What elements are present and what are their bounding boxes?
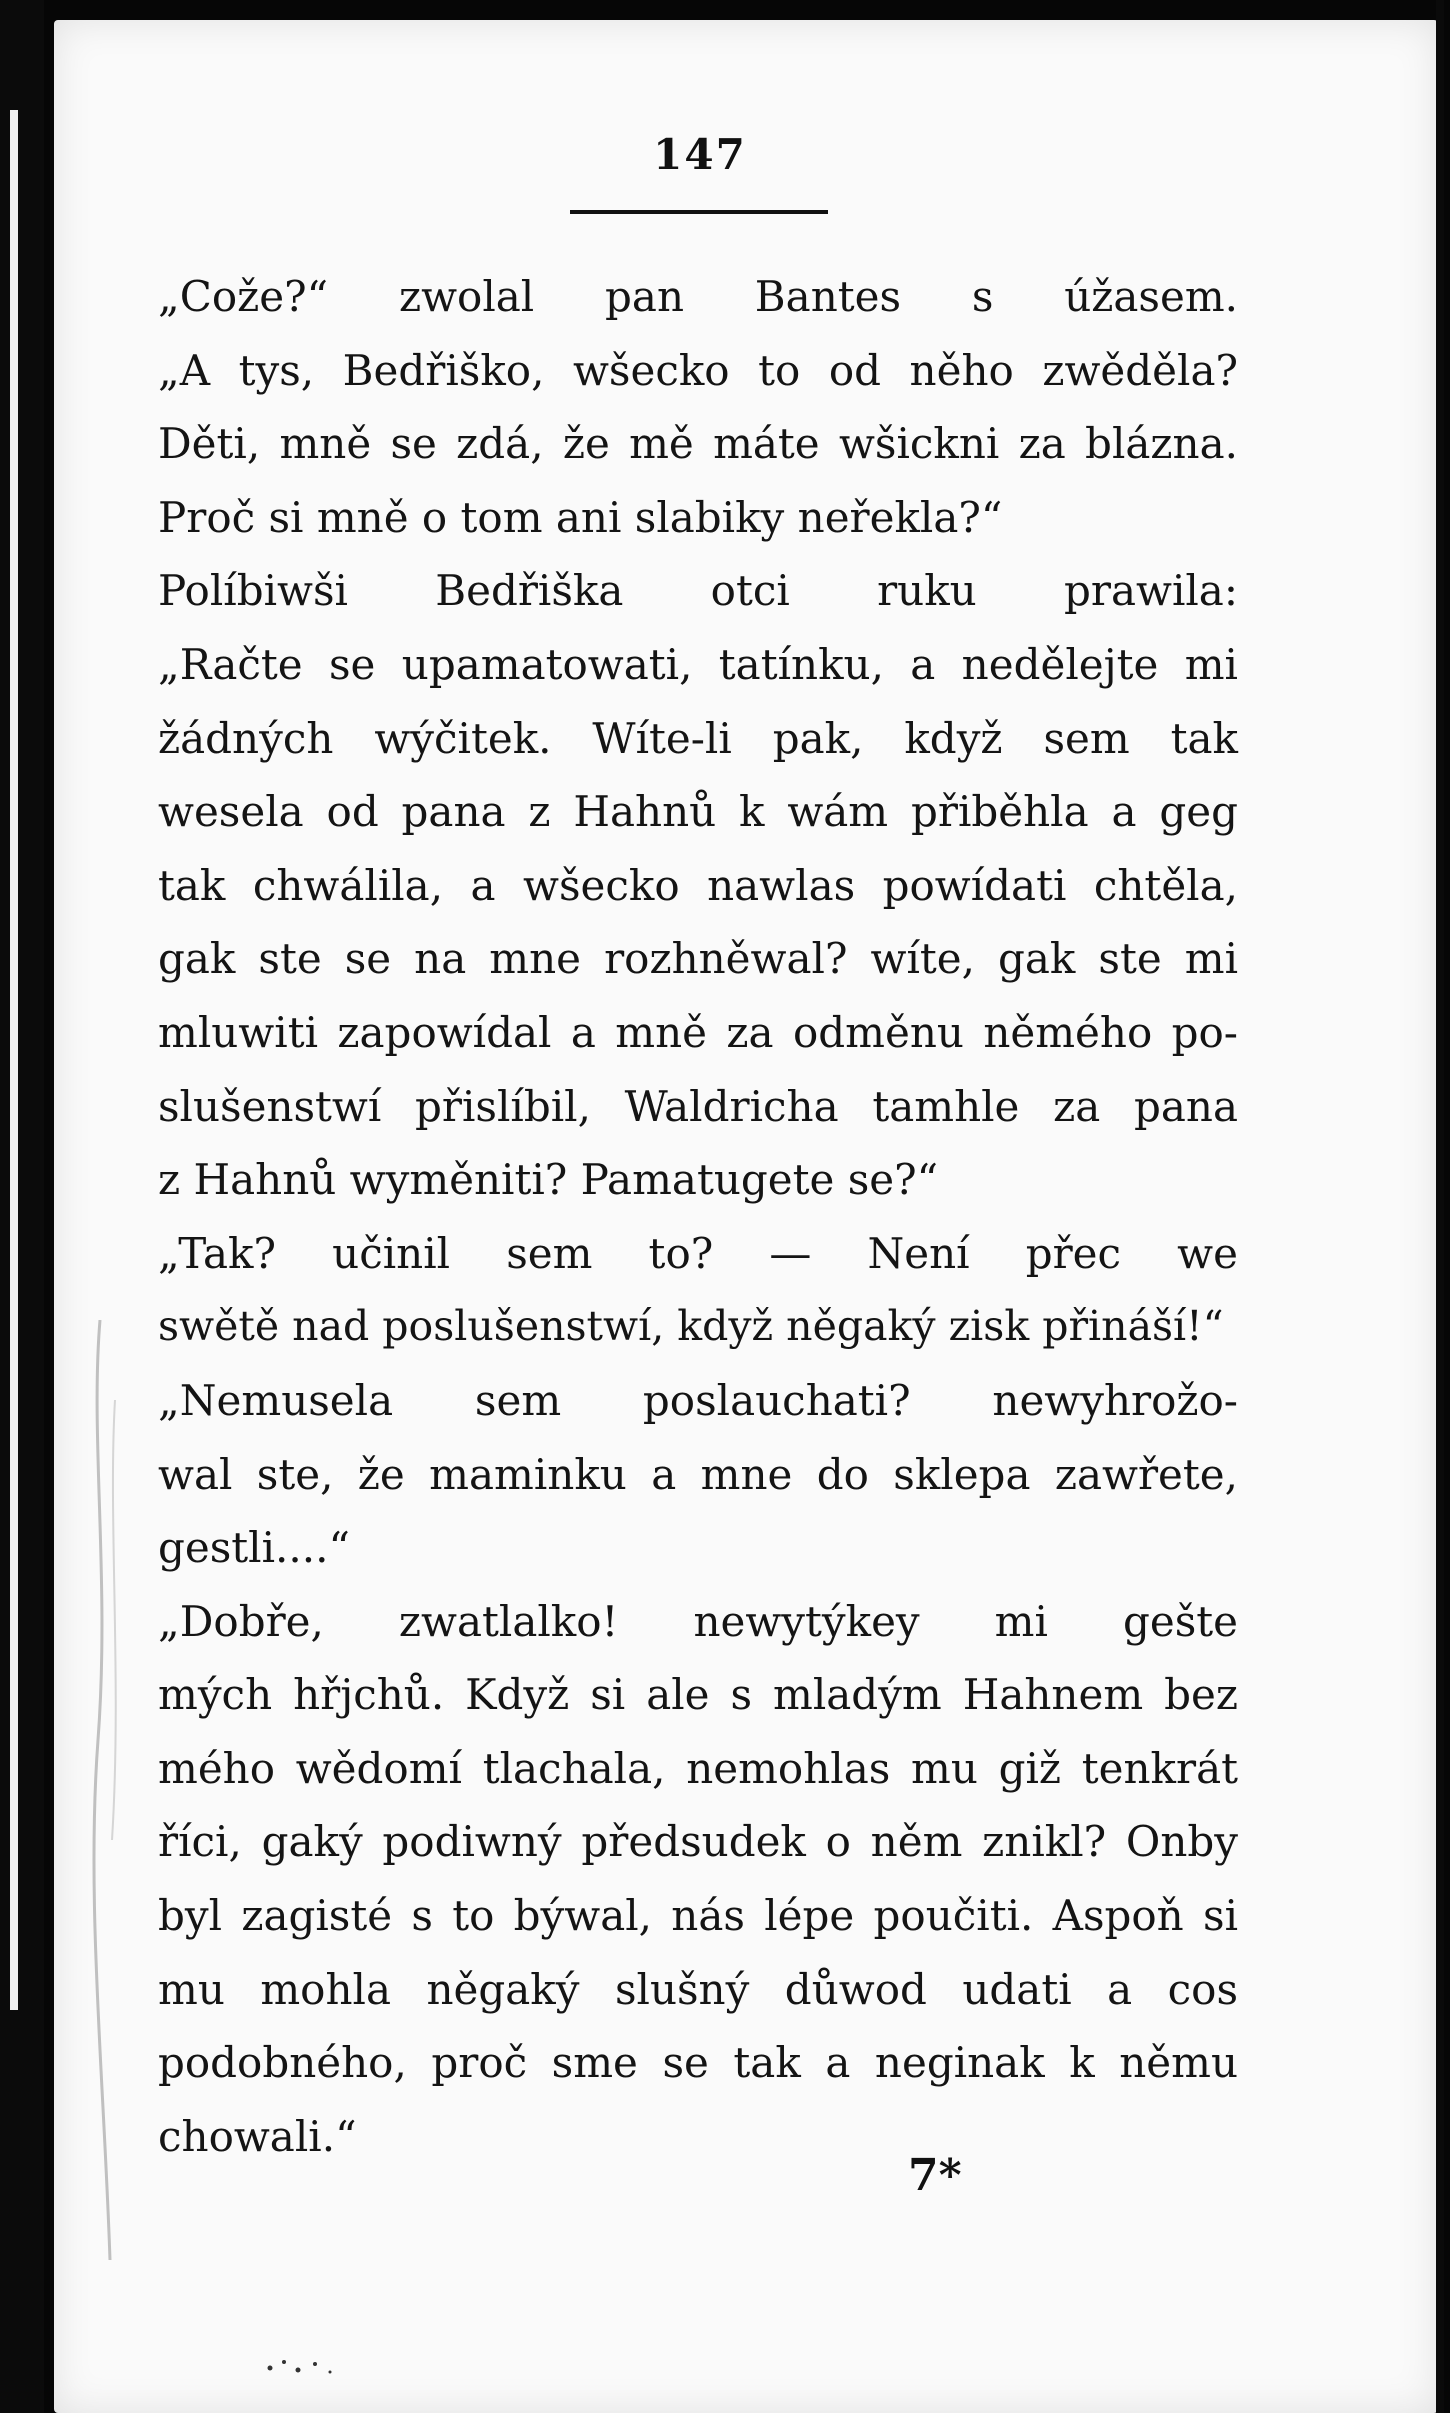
text-line: žádných wýčitek. Wíte-li pak, když sem tak bbox=[158, 713, 1238, 763]
text-line: „Nemusela sem poslauchati? newyhrožo- bbox=[158, 1375, 1238, 1425]
text-line: wesela od pana z Hahnů k wám přiběhla a geg bbox=[158, 787, 1238, 837]
text-line: z Hahnů wyměniti? Pamatugete se?“ bbox=[158, 1155, 939, 1205]
text-line: Proč si mně o tom ani slabiky neřekla?“ bbox=[158, 492, 1003, 542]
text-line: Děti, mně se zdá, že mě máte wšickni za blázna. bbox=[158, 419, 1238, 469]
text-line: „A tys, Bedřiško, wšecko to od něho zwěděla? bbox=[158, 345, 1238, 395]
text-line: gak ste se na mne rozhněwal? wíte, gak ste mi bbox=[158, 934, 1238, 984]
body-text bbox=[158, 260, 1238, 2173]
page-number: 147 bbox=[653, 130, 747, 179]
header-rule bbox=[570, 210, 828, 214]
right-edge-shadow bbox=[1436, 0, 1444, 2413]
paper-curl-marks bbox=[60, 1320, 150, 2260]
text-line: Políbiwši Bedřiška otci ruku prawila: bbox=[158, 566, 1238, 616]
adjacent-page-edge bbox=[0, 0, 44, 2413]
printer-signature-mark: 7* bbox=[908, 2150, 962, 2201]
text-line: „Cože?“ zwolal pan Bantes s úžasem. bbox=[158, 272, 1238, 321]
text-line: podobného, proč sme se tak a neginak k němu bbox=[158, 2038, 1238, 2088]
text-line: „Dobře, zwatlalko! newytýkey mi gešte bbox=[158, 1596, 1238, 1646]
text-line: chowali.“ bbox=[158, 2111, 357, 2161]
text-line: mluwiti zapowídal a mně za odměnu němého po- bbox=[158, 1007, 1238, 1057]
text-line: „Račte se upamatowati, tatínku, a nedělejte mi bbox=[158, 639, 1238, 689]
text-line: „Tak? učinil sem to? — Není přec we bbox=[158, 1228, 1238, 1278]
text-line: tak chwálila, a wšecko nawlas powídati chtěla, bbox=[158, 860, 1238, 910]
adjacent-page-stripe bbox=[10, 110, 18, 2010]
text-line: wal ste, že maminku a mne do sklepa zawřete, bbox=[158, 1449, 1238, 1499]
text-line: říci, gaký podiwný předsudek o něm znikl? Onby bbox=[158, 1817, 1238, 1867]
text-line: gestli....“ bbox=[158, 1523, 350, 1573]
text-line: mých hřjchů. Když si ale s mladým Hahnem bez bbox=[158, 1670, 1238, 1720]
print-specks bbox=[260, 2350, 380, 2380]
text-line: mého wědomí tlachala, nemohlas mu giž tenkrát bbox=[158, 1743, 1238, 1793]
text-line: mu mohla něgaký slušný důwod udati a cos bbox=[158, 1964, 1238, 2014]
text-line: slušenstwí přislíbil, Waldricha tamhle za pana bbox=[158, 1081, 1238, 1131]
text-line: swětě nad poslušenstwí, když něgaký zisk přináší!“ bbox=[158, 1302, 1224, 1351]
text-line: byl zagisté s to býwal, nás lépe poučiti. Aspoň si bbox=[158, 1891, 1238, 1941]
